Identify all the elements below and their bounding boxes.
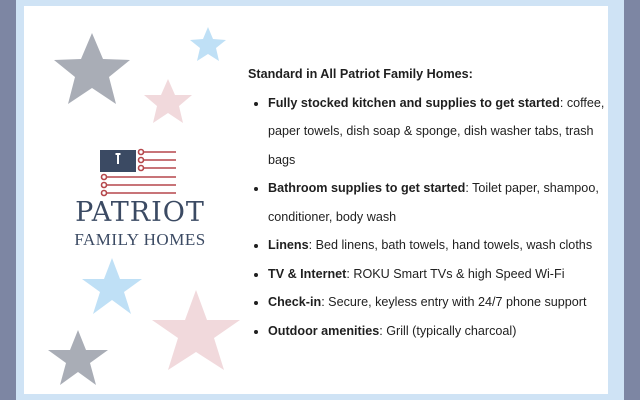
item-title: Linens	[268, 238, 309, 252]
list-item	[268, 89, 608, 175]
list-item	[268, 260, 608, 289]
item-title: Outdoor amenities	[268, 323, 380, 338]
list-item	[268, 288, 608, 317]
item-title: Fully stocked kitchen and supplies to get started	[268, 95, 560, 110]
amenities-list	[248, 89, 608, 346]
star-icon	[144, 79, 192, 123]
section-heading: Standard in All Patriot Family Homes:	[248, 67, 473, 81]
item-text: : Toilet paper, shampoo, conditioner, body wash	[268, 181, 599, 224]
flag-keys-icon	[100, 148, 180, 198]
item-text: : coffee, paper towels, dish soap & sponge, dish washer tabs, trash bags	[268, 95, 605, 167]
brand-name: PATRIOT	[75, 197, 205, 228]
brand-logo	[60, 148, 220, 258]
item-text: : ROKU Smart TVs & high Speed Wi-Fi	[346, 266, 565, 281]
amenities-section	[248, 60, 608, 345]
list-item	[268, 174, 608, 231]
star-icon	[190, 27, 226, 61]
item-title: Check-in	[268, 295, 322, 309]
star-icon	[82, 258, 142, 314]
item-title: TV & Internet	[268, 266, 347, 281]
brand-subtitle: FAMILY HOMES	[74, 230, 206, 249]
star-icon	[48, 330, 108, 385]
star-icon	[152, 290, 240, 370]
item-text: : Bed linens, bath towels, hand towels, wash cloths	[308, 238, 593, 252]
list-item	[268, 231, 608, 260]
list-item	[268, 317, 608, 346]
item-title: Bathroom supplies to get started	[268, 181, 466, 195]
star-icon	[54, 33, 130, 104]
item-text: : Grill (typically charcoal)	[379, 323, 517, 338]
item-text: : Secure, keyless entry with 24/7 phone support	[321, 295, 587, 309]
